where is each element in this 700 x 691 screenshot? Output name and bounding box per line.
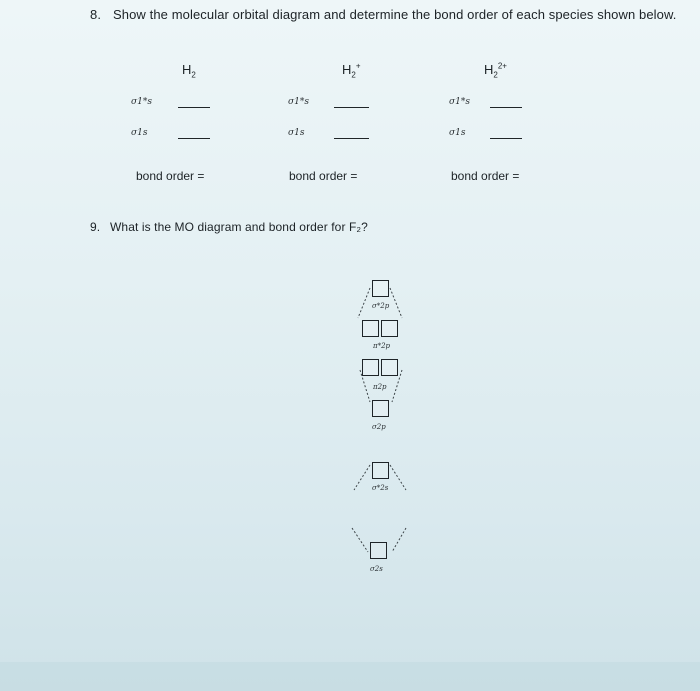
sigma1s-star-blank xyxy=(178,107,210,108)
sigma1s-star-label: σ1*s xyxy=(131,97,152,107)
bottom-band xyxy=(0,662,700,691)
sigma2p-label: σ2p xyxy=(372,423,386,431)
question-8-number: 8. xyxy=(90,7,102,22)
correlation-line xyxy=(358,288,370,318)
question-9-number: 9. xyxy=(90,220,101,234)
sigma1s-label: σ1s xyxy=(449,128,466,138)
species-h2-plus: $H_2^+$ xyxy=(342,61,361,80)
sigma1s-blank xyxy=(490,138,522,139)
sigma1s-star-label: σ1*s xyxy=(449,97,470,107)
sigma1s-star-blank xyxy=(490,107,522,108)
species-h2: $H_2$ xyxy=(182,62,196,80)
sigma1s-blank xyxy=(178,138,210,139)
sigma1s-star-blank xyxy=(334,107,369,108)
bond-order-h2-plus: bond order = xyxy=(289,169,358,183)
sigma2s-star-label: σ*2s xyxy=(372,484,389,492)
sigma2p-star-label: σ*2p xyxy=(372,302,390,310)
sigma1s-star-label: σ1*s xyxy=(288,97,309,107)
question-8-text: Show the molecular orbital diagram and determine the bond order of each species shown below. xyxy=(113,7,677,22)
pi2p-star-label: π*2p xyxy=(373,342,391,350)
correlation-line xyxy=(390,465,406,490)
correlation-line xyxy=(392,528,406,552)
question-9-text: What is the MO diagram and bond order for F₂? xyxy=(110,220,368,234)
correlation-line xyxy=(390,288,402,318)
correlation-line xyxy=(354,465,370,490)
sigma1s-label: σ1s xyxy=(131,128,148,138)
bond-order-h2-2plus: bond order = xyxy=(451,169,520,183)
species-h2-2plus: $H_2^{2+}$ xyxy=(484,61,507,80)
bond-order-h2: bond order = xyxy=(136,169,205,183)
sigma1s-label: σ1s xyxy=(288,128,305,138)
correlation-line xyxy=(392,370,402,402)
correlation-line xyxy=(352,528,368,552)
sigma2s-label: σ2s xyxy=(370,565,383,573)
pi2p-label: π2p xyxy=(373,383,387,391)
correlation-lines xyxy=(340,270,420,570)
sigma1s-blank xyxy=(334,138,369,139)
correlation-line xyxy=(360,370,370,402)
